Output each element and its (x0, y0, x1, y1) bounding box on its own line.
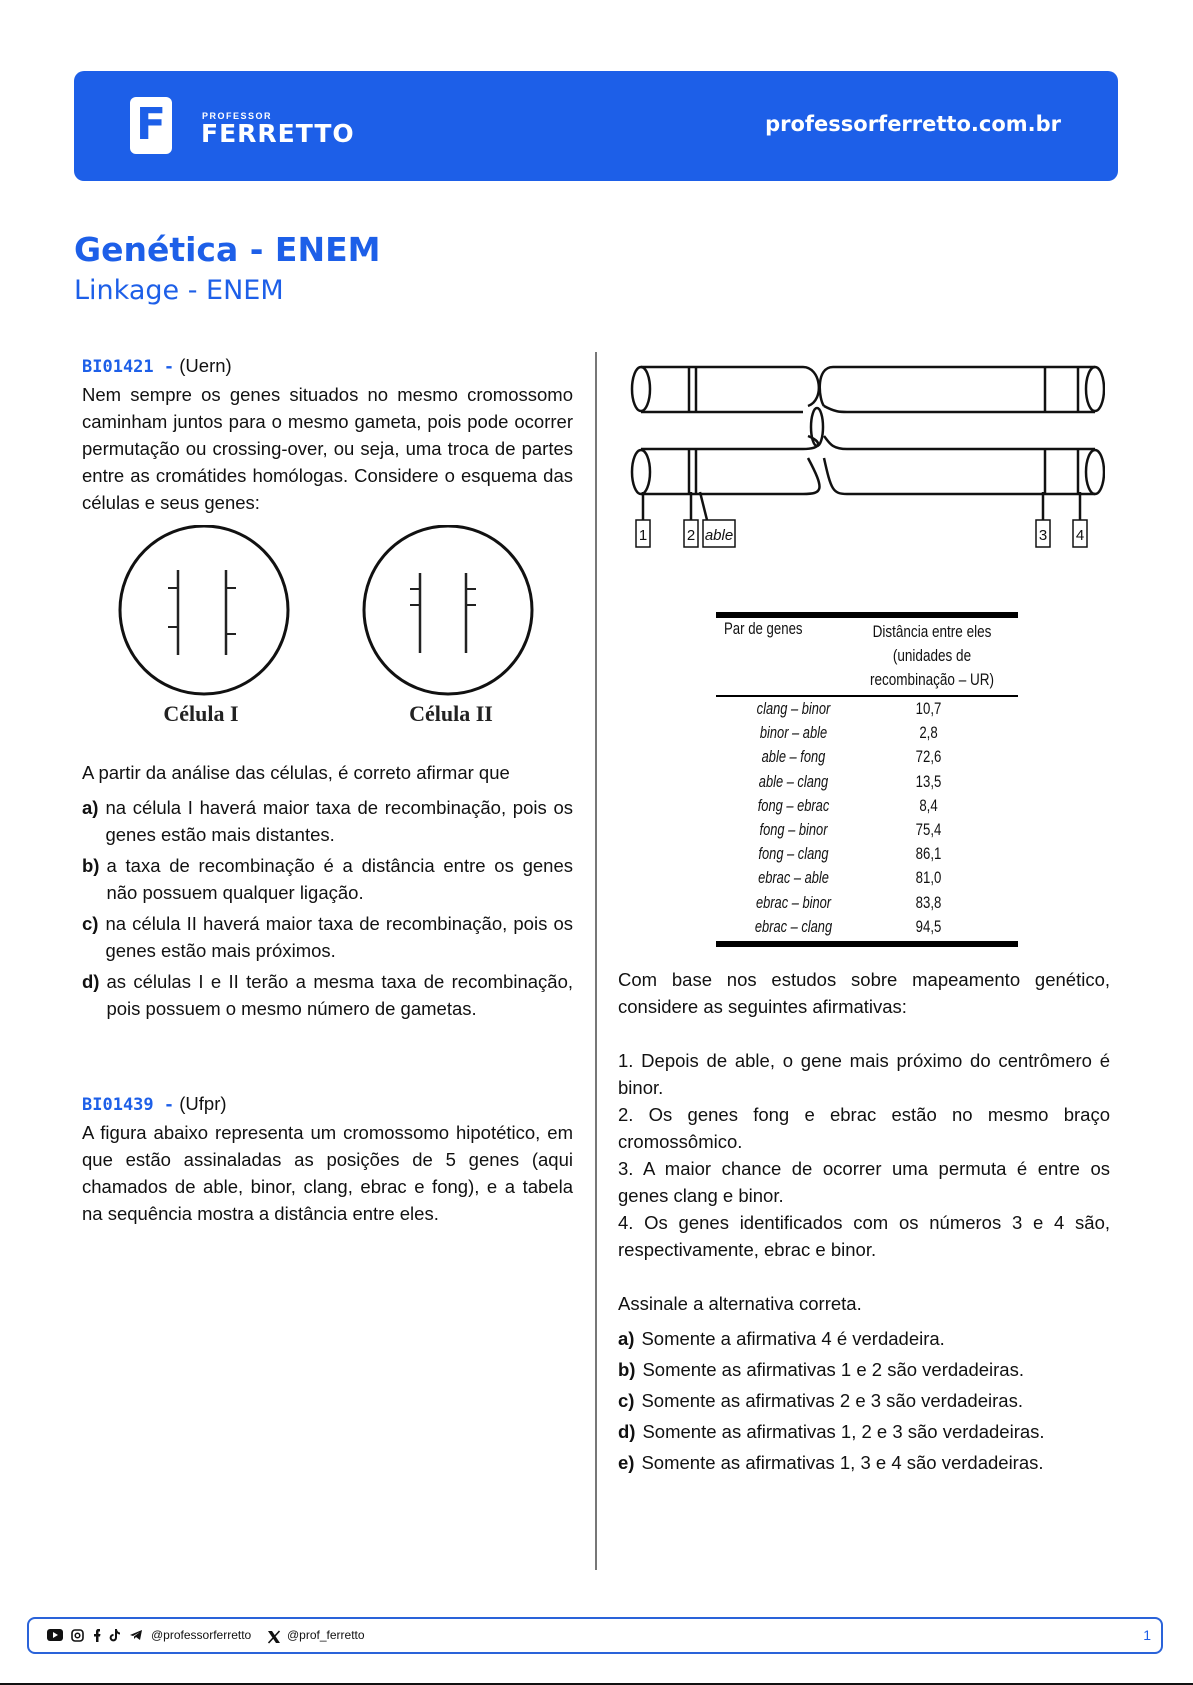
question-1-statement: Nem sempre os genes situados no mesmo cromossomo caminham juntos para o mesmo gameta, pois pode ocorrer permutação ou crossing-over, ou seja, uma troca de partes entre as cromátides homólogas. Considere o esquema das células e seus genes: (82, 384, 573, 513)
label-2: 2 (686, 527, 696, 544)
option-letter: e) (618, 1452, 635, 1473)
gene-pair: fong – ebrac (757, 796, 830, 815)
table-col1-header: Par de genes (724, 620, 803, 638)
upper-chromatid-left (641, 367, 819, 412)
statement-3: 3. A maior chance de ocorrer uma permuta é entre os genes clang e binor. (618, 1158, 1110, 1206)
question-2-source: (Ufpr) (179, 1093, 227, 1114)
gene-pair: binor – able (759, 724, 828, 743)
facebook-icon[interactable] (92, 1628, 101, 1642)
option-d[interactable] (82, 968, 573, 1022)
question-2-statement: A figura abaixo representa um cromossomo hipotético, em que estão assinaladas as posições de 5 genes (aqui chamados de able, binor, clang, ebrac e fong), e a tabela na sequência mostra a distância entre eles. (82, 1122, 573, 1224)
option-letter: a) (618, 1328, 635, 1349)
tiktok-icon[interactable] (109, 1628, 121, 1642)
question-1-header (82, 352, 573, 381)
table-header (716, 618, 1018, 697)
lower-right-end (1086, 450, 1104, 494)
option-c[interactable] (82, 910, 573, 964)
option-letter: b) (618, 1359, 636, 1380)
distance: 72,6 (915, 748, 942, 767)
distance: 94,5 (915, 917, 942, 936)
gene-pair: ebrac – able (758, 869, 829, 888)
column-divider (595, 352, 597, 1570)
page-subtitle: Linkage - ENEM (74, 275, 284, 306)
cell-2-label: Célula II (409, 701, 493, 726)
table-row (716, 794, 1018, 818)
youtube-icon[interactable] (47, 1629, 63, 1641)
table-col2-header-line2: (unidades de recombinação – UR) (869, 647, 995, 689)
option-b[interactable] (82, 852, 573, 906)
option-letter: c) (82, 913, 99, 934)
table-row (716, 866, 1018, 890)
x-twitter-icon[interactable] (267, 1630, 281, 1644)
instagram-icon[interactable] (71, 1629, 84, 1642)
social-handle-1[interactable]: @professorferretto (151, 1628, 252, 1642)
lower-chromatid-right (824, 436, 1095, 494)
page-header-banner (74, 71, 1118, 181)
option-letter: a) (82, 797, 99, 818)
gene-pair: fong – binor (759, 820, 828, 839)
lower-chromatid-left (641, 436, 819, 494)
table-col2-header (861, 620, 1002, 692)
option-text: Somente as afirmativas 2 e 3 são verdadeiras. (641, 1390, 1023, 1411)
distance: 10,7 (915, 700, 942, 718)
option-text: Somente a afirmativa 4 é verdadeira. (641, 1328, 945, 1349)
option-letter: d) (618, 1421, 636, 1442)
table-row (716, 891, 1018, 915)
logo-ferretto-text: FERRETTO (201, 119, 355, 148)
option-text: Somente as afirmativas 1, 3 e 4 são verdadeiras. (641, 1452, 1044, 1473)
option-text: as células I e II terão a mesma taxa de recombinação, pois possuem o mesmo número de gametas. (106, 971, 573, 1019)
cells-diagram (110, 525, 550, 730)
label-1: 1 (638, 527, 648, 544)
option-text: Somente as afirmativas 1, 2 e 3 são verdadeiras. (642, 1421, 1045, 1442)
option-text: a taxa de recombinação é a distância entre os genes não possuem qualquer ligação. (106, 855, 573, 903)
distance: 83,8 (915, 893, 942, 912)
option-b[interactable] (618, 1356, 1110, 1383)
distance: 81,0 (915, 869, 942, 888)
option-text: na célula I haverá maior taxa de recombinação, pois os genes estão mais distantes. (105, 797, 573, 845)
question-2-header (82, 1090, 573, 1119)
statement-4: 4. Os genes identificados com os números 3 e 4 são, respectivamente, ebrac e binor. (618, 1212, 1110, 1260)
social-icons (47, 1628, 143, 1642)
option-d[interactable] (618, 1418, 1110, 1445)
table-row (716, 915, 1018, 939)
gene-pair: ebrac – clang (754, 917, 833, 936)
option-text: Somente as afirmativas 1 e 2 são verdadeiras. (642, 1359, 1024, 1380)
label-3: 3 (1038, 527, 1048, 544)
ferretto-logo (130, 97, 172, 154)
statement-1: 1. Depois de able, o gene mais próximo do centrômero é binor. (618, 1050, 1110, 1098)
option-a[interactable] (618, 1325, 1110, 1352)
question-1-source: (Uern) (179, 355, 232, 376)
table-row (716, 842, 1018, 866)
logo-professor-text: PROFESSOR (202, 111, 273, 121)
question-1-id: BI01421 - (82, 357, 175, 377)
option-a[interactable] (82, 794, 573, 848)
table-col2-header-line1: Distância entre eles (872, 623, 992, 641)
upper-chromatid-right (820, 367, 1095, 412)
distance: 8,4 (919, 796, 938, 815)
page-footer (27, 1617, 1163, 1654)
table-row (716, 818, 1018, 842)
gene-pair: fong – clang (758, 845, 829, 864)
site-url[interactable]: professorferretto.com.br (765, 112, 1061, 136)
label-4: 4 (1075, 527, 1085, 544)
question-2 (82, 1090, 573, 1227)
lower-left-end (632, 450, 650, 494)
table-row (716, 745, 1018, 769)
arrow-able (700, 492, 707, 520)
cell-2-circle (364, 526, 532, 694)
telegram-icon[interactable] (129, 1629, 143, 1641)
gene-pair: able – clang (758, 772, 829, 791)
gene-pair: able – fong (761, 748, 826, 767)
distance: 13,5 (915, 772, 942, 791)
option-letter: c) (618, 1390, 635, 1411)
distance: 75,4 (915, 820, 942, 839)
question-2-prompt: Assinale a alternativa correta. (618, 1293, 862, 1314)
question-1-prompt: A partir da análise das células, é correto afirmar que (82, 762, 510, 783)
option-letter: b) (82, 855, 100, 876)
logo-letter: F (135, 99, 167, 150)
upper-right-end (1086, 367, 1104, 411)
table-row (716, 721, 1018, 745)
option-c[interactable] (618, 1387, 1110, 1414)
table-row (716, 697, 1018, 721)
question-2-intro: Com base nos estudos sobre mapeamento genético, considere as seguintes afirmativas: (618, 969, 1110, 1017)
upper-left-end (632, 367, 650, 411)
cell-1-circle (120, 526, 288, 694)
social-handle-2[interactable]: @prof_ferretto (287, 1628, 365, 1642)
table-bottom-rule (716, 941, 1018, 947)
gene-pair: clang – binor (756, 700, 831, 718)
statement-2: 2. Os genes fong e ebrac estão no mesmo braço cromossômico. (618, 1104, 1110, 1152)
page-number: 1 (1143, 1627, 1151, 1643)
cell-1-label: Célula I (163, 701, 239, 726)
gene-distance-table (716, 612, 1018, 947)
page-title: Genética - ENEM (74, 230, 381, 269)
chromosome-figure (625, 360, 1105, 550)
question-2-id: BI01439 - (82, 1095, 175, 1115)
option-letter: d) (82, 971, 100, 992)
option-text: na célula II haverá maior taxa de recombinação, pois os genes estão mais próximos. (105, 913, 573, 961)
distance: 2,8 (919, 724, 938, 743)
question-1 (82, 352, 573, 516)
gene-pair: ebrac – binor (755, 893, 832, 912)
label-able: able (704, 527, 734, 544)
question-2-continued (618, 966, 1110, 1476)
question-1-answers (82, 759, 573, 1022)
option-e[interactable] (618, 1449, 1110, 1476)
distance: 86,1 (915, 845, 942, 864)
table-row (716, 770, 1018, 794)
